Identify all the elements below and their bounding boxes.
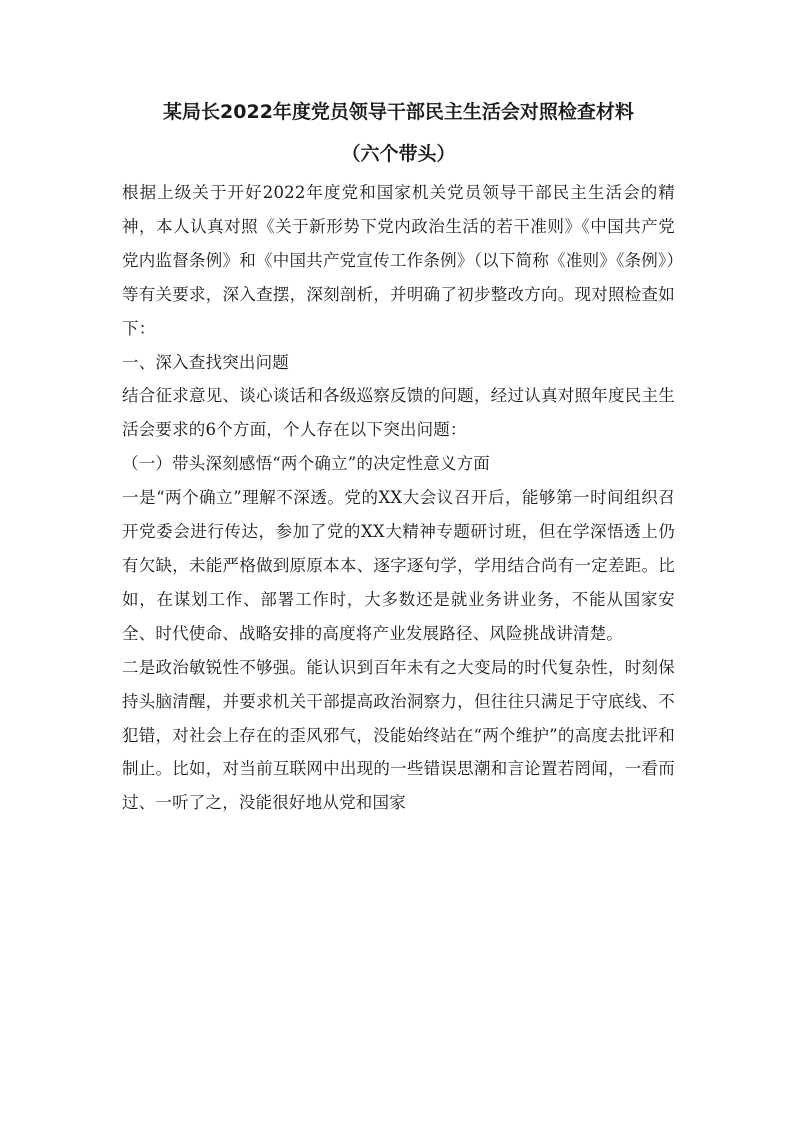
document-title: 某局长2022年度党员领导干部民主生活会对照检查材料 <box>163 101 634 123</box>
section-heading: 一、深入查找突出问题 <box>122 352 289 372</box>
body-paragraph: 结合征求意见、谈心谈话和各级巡察反馈的问题，经过认真对照年度民主生活会要求的6个方面，个人存在以下突出问题： <box>122 386 675 440</box>
document-body <box>122 176 675 820</box>
body-paragraph: 一是“两个确立”理解不深透。党的XX大会议召开后，能够第一时间组织召开党委会进行传达，参加了党的XX大精神专题研讨班，但在学深悟透上仍有欠缺，未能严格做到原原本本、逐字逐句学，学用结合尚有一定差距。比如，在谋划工作、部署工作时，大多数还是就业务讲业务，不能从国家安全、时代使命、战略安排的高度将产业发展路径、风险挑战讲清楚。 <box>122 488 675 643</box>
document-subtitle: （六个带头） <box>341 143 456 165</box>
body-paragraph: 二是政治敏锐性不够强。能认识到百年未有之大变局的时代复杂性，时刻保持头脑清醒，并要求机关干部提高政治洞察力，但往往只满足于守底线、不犯错，对社会上存在的歪风邪气，没能始终站在“两个维护”的高度去批评和制止。比如，对当前互联网中出现的一些错误思潮和言论置若罔闻，一看而过、一听了之，没能很好地从党和国家 <box>122 657 675 813</box>
intro-paragraph: 根据上级关于开好2022年度党和国家机关党员领导干部民主生活会的精神，本人认真对照《关于新形势下党内政治生活的若干准则》《中国共产党党内监督条例》和《中国共产党宣传工作条例》（以下简称《准则》《条例》）等有关要求，深入查摆，深刻剖析，并明确了初步整改方向。现对照检查如下： <box>122 183 675 338</box>
subsection-heading: （一）带头深刻感悟“两个确立”的决定性意义方面 <box>122 454 490 474</box>
